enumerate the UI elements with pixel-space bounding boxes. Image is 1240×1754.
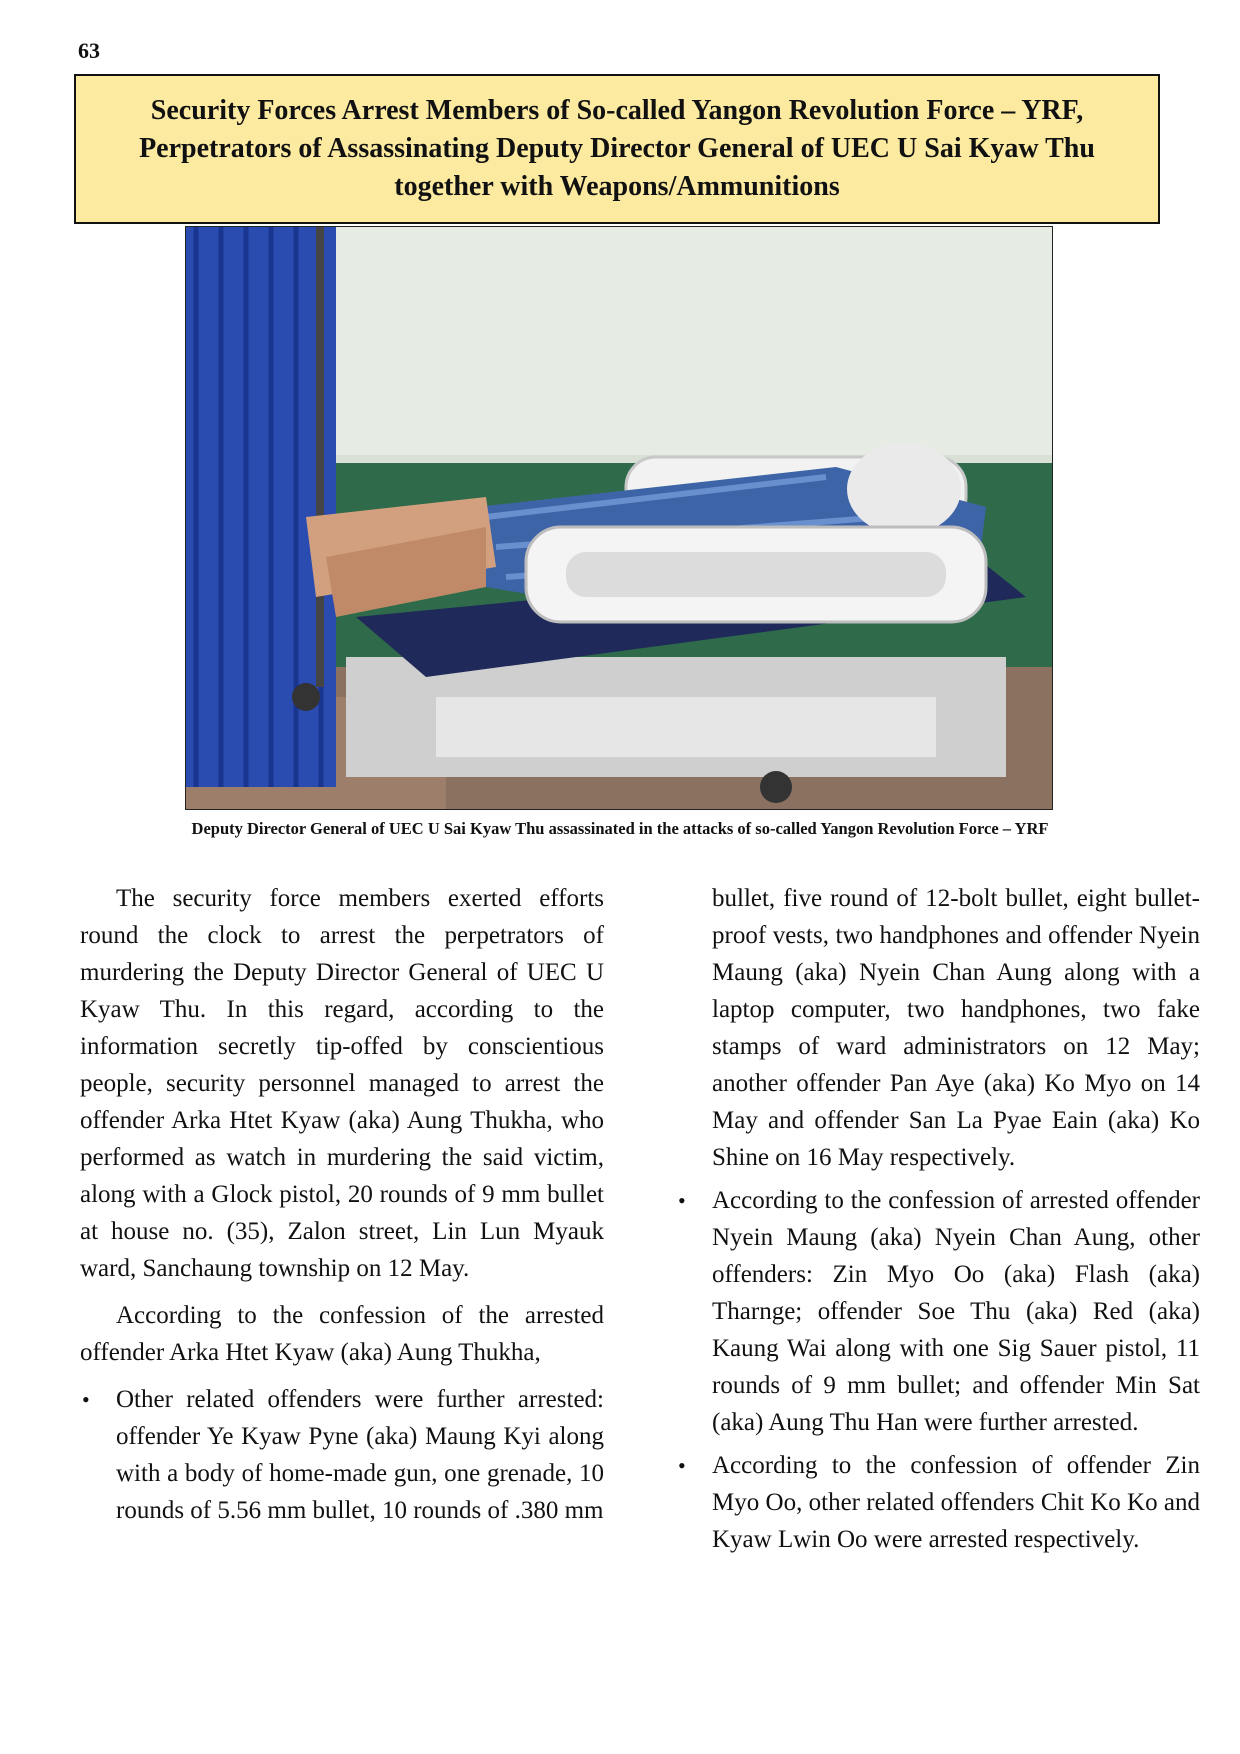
list-item <box>678 1182 1200 1441</box>
list-item <box>82 1381 604 1529</box>
list-item-text: Other related offenders were further arrested: offender Ye Kyaw Pyne (aka) Maung Kyi along with a body of home-made gun, one grenade, 10 rounds of 5.56 mm bullet, 10 rounds of .380 mm <box>116 1386 604 1524</box>
list-item-text: According to the confession of arrested offender Nyein Maung (aka) Nyein Chan Aung, other offenders: Zin Myo Oo (aka) Flash (aka) Tharnge; offender Soe Thu (aka) Red (aka) Kaung Wai along with one Sig Sauer pistol, 11 rounds of 9 mm bullet; and offender Min Sat (aka) Aung Thu Han were further arrested. <box>712 1187 1200 1436</box>
bullet-list <box>676 880 1200 1558</box>
list-item <box>678 1447 1200 1558</box>
photo-caption: Deputy Director General of UEC U Sai Kyaw Thu assassinated in the attacks of so-called Yangon Revolution Force – YRF <box>191 819 1049 838</box>
title-line-3: together with Weapons/Ammunitions <box>394 171 840 202</box>
bullet-icon: • <box>82 1387 90 1412</box>
article-title-box <box>74 74 1160 224</box>
bullet-list <box>80 1381 604 1529</box>
bullet-icon: • <box>678 1453 686 1478</box>
body-paragraph: The security force members exerted efforts round the clock to arrest the perpetrators of murdering the Deputy Director General of UEC U Kyaw Thu. In this regard, according to the information secretly tip-offed by conscientious people, security personnel managed to arrest the offender Arka Htet Kyaw (aka) Aung Thukha, who performed as watch in murdering the said victim, along with a Glock pistol, 20 rounds of 9 mm bullet at house no. (35), Zalon street, Lin Lun Myauk ward, Sanchaung township on 12 May. <box>80 885 604 1282</box>
list-item-text: According to the confession of offender Zin Myo Oo, other related offenders Chit Ko Ko and Kyaw Lwin Oo were arrested respectively. <box>712 1452 1200 1553</box>
right-column <box>676 880 1200 1564</box>
list-item-continuation <box>712 880 1200 1176</box>
list-item-text: bullet, five round of 12-bolt bullet, eight bullet-proof vests, two handphones and offender Nyein Maung (aka) Nyein Chan Aung along with a laptop computer, two handphones, two fake stamps of ward administrators on 12 May; another offender Pan Aye (aka) Ko Myo on 14 May and offender San La Pyae Eain (aka) Ko Shine on 16 May respectively. <box>712 885 1200 1171</box>
title-line-1: Security Forces Arrest Members of So-called Yangon Revolution Force – YRF, <box>150 95 1084 126</box>
title-line-2: Perpetrators of Assassinating Deputy Director General of UEC U Sai Kyaw Thu <box>139 133 1095 164</box>
article-photo <box>185 226 1053 810</box>
page-number: 63 <box>78 38 100 63</box>
hospital-bed-photo <box>186 227 1053 810</box>
bullet-icon: • <box>678 1188 686 1213</box>
body-paragraph: According to the confession of the arrested offender Arka Htet Kyaw (aka) Aung Thukha, <box>80 1302 604 1366</box>
left-column <box>80 880 604 1535</box>
